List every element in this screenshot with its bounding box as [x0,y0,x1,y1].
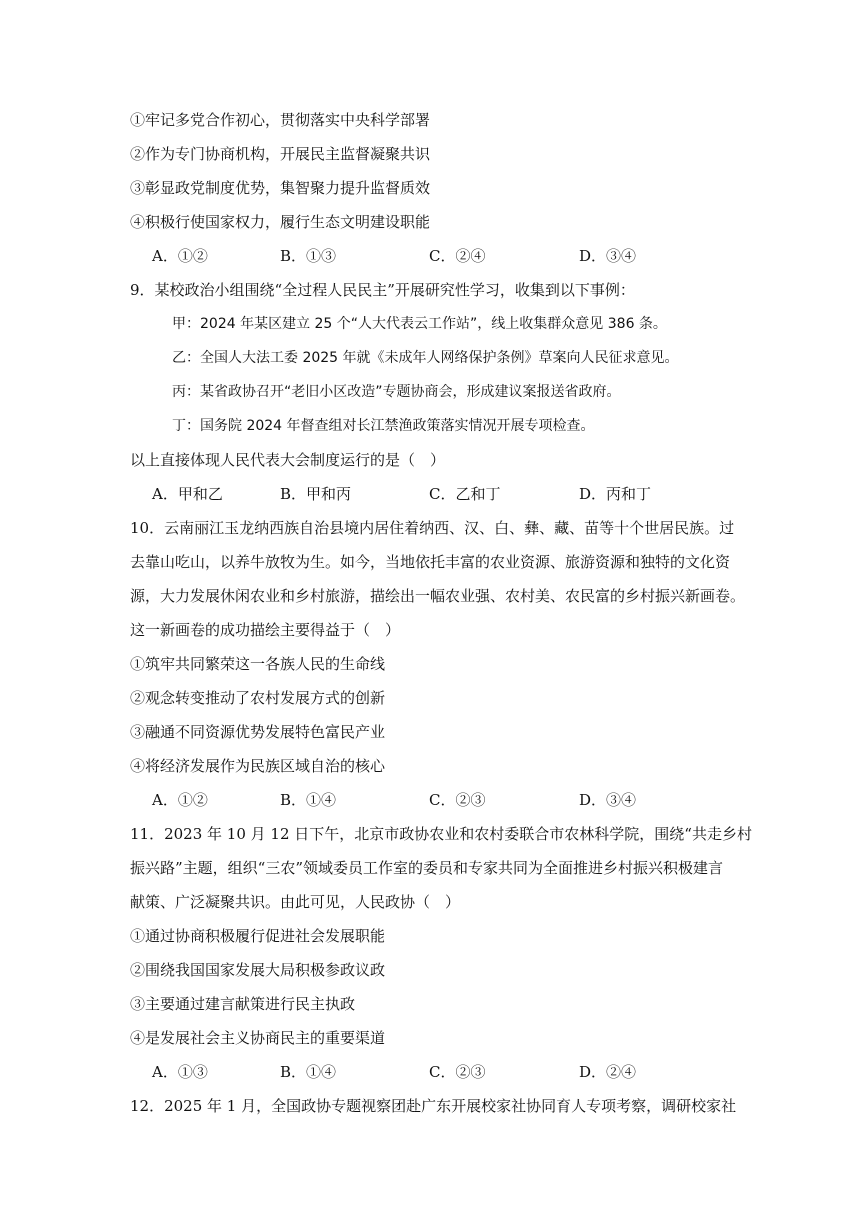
q8-item-3: ③彰显政党制度优势，集智聚力提升监督质效 [130,179,431,197]
q9-option-b: B．甲和丙 [280,485,352,503]
q12-stem-line-1: 12．2025 年 1 月，全国政协专题视察团赴广东开展校家社协同育人专项考察，调研校家社 [130,1097,737,1115]
q10-item-3: ③融通不同资源优势发展特色富民产业 [130,723,386,741]
q9-question: 以上直接体现人民代表大会制度运行的是（ ） [130,451,446,469]
q8-item-2: ②作为专门协商机构，开展民主监督凝聚共识 [130,145,431,163]
q10-stem-line-4: 这一新画卷的成功描绘主要得益于（ ） [130,621,401,639]
q10-option-a: A．①② [152,791,208,809]
q10-item-4: ④将经济发展作为民族区域自治的核心 [130,757,386,775]
q9-case-bing: 丙：某省政协召开“老旧小区改造”专题协商会，形成建议案报送省政府。 [172,384,621,400]
q8-item-1: ①牢记多党合作初心，贯彻落实中央科学部署 [130,111,431,129]
q8-option-a: A．①② [152,247,208,265]
q9-case-ding: 丁：国务院 2024 年督查组对长江禁渔政策落实情况开展专项检查。 [172,418,595,434]
q11-item-2: ②围绕我国国家发展大局积极参政议政 [130,961,386,979]
q9-case-jia: 甲：2024 年某区建立 25 个“人大代表云工作站”，线上收集群众意见 386 条。 [172,316,667,332]
q8-option-c: C．②④ [429,247,486,265]
q10-item-2: ②观念转变推动了农村发展方式的创新 [130,689,386,707]
q8-option-b: B．①③ [280,247,337,265]
q11-stem-line-1: 11．2023 年 10 月 12 日下午，北京市政协农业和农村委联合市农林科学院，围绕“共走乡村 [130,825,752,843]
q10-stem-line-3: 源，大力发展休闲农业和乡村旅游，描绘出一幅农业强、农村美、农民富的乡村振兴新画卷。 [130,587,746,605]
q10-option-c: C．②③ [429,791,486,809]
q10-option-d: D．③④ [579,791,637,809]
q11-option-a: A．①③ [152,1063,208,1081]
q8-item-4: ④积极行使国家权力，履行生态文明建设职能 [130,213,431,231]
q10-option-b: B．①④ [280,791,337,809]
q11-option-b: B．①④ [280,1063,337,1081]
q10-stem-line-2: 去靠山吃山，以养牛放牧为生。如今，当地依托丰富的农业资源、旅游资源和独特的文化资 [130,553,731,571]
q11-option-c: C．②③ [429,1063,486,1081]
q8-option-d: D．③④ [579,247,637,265]
q10-stem-line-1: 10．云南丽江玉龙纳西族自治县境内居住着纳西、汉、白、彝、藏、苗等十个世居民族。过 [130,519,735,537]
q11-item-1: ①通过协商积极履行促进社会发展职能 [130,927,386,945]
q9-option-d: D．丙和丁 [579,485,652,503]
q9-option-a: A．甲和乙 [152,485,223,503]
q11-stem-line-3: 献策、广泛凝聚共识。由此可见，人民政协（ ） [130,893,461,911]
q11-option-d: D．②④ [579,1063,637,1081]
q11-item-3: ③主要通过建言献策进行民主执政 [130,995,356,1013]
q9-stem: 9．某校政治小组围绕“全过程人民民主”开展研究性学习，收集到以下事例： [130,281,635,299]
q9-option-c: C．乙和丁 [429,485,501,503]
q11-item-4: ④是发展社会主义协商民主的重要渠道 [130,1029,386,1047]
q9-case-yi: 乙：全国人大法工委 2025 年就《未成年人网络保护条例》草案向人民征求意见。 [172,350,679,366]
q11-stem-line-2: 振兴路”主题，组织“三农”领域委员工作室的委员和专家共同为全面推进乡村振兴积极建言 [130,859,724,877]
q10-item-1: ①筑牢共同繁荣这一各族人民的生命线 [130,655,386,673]
